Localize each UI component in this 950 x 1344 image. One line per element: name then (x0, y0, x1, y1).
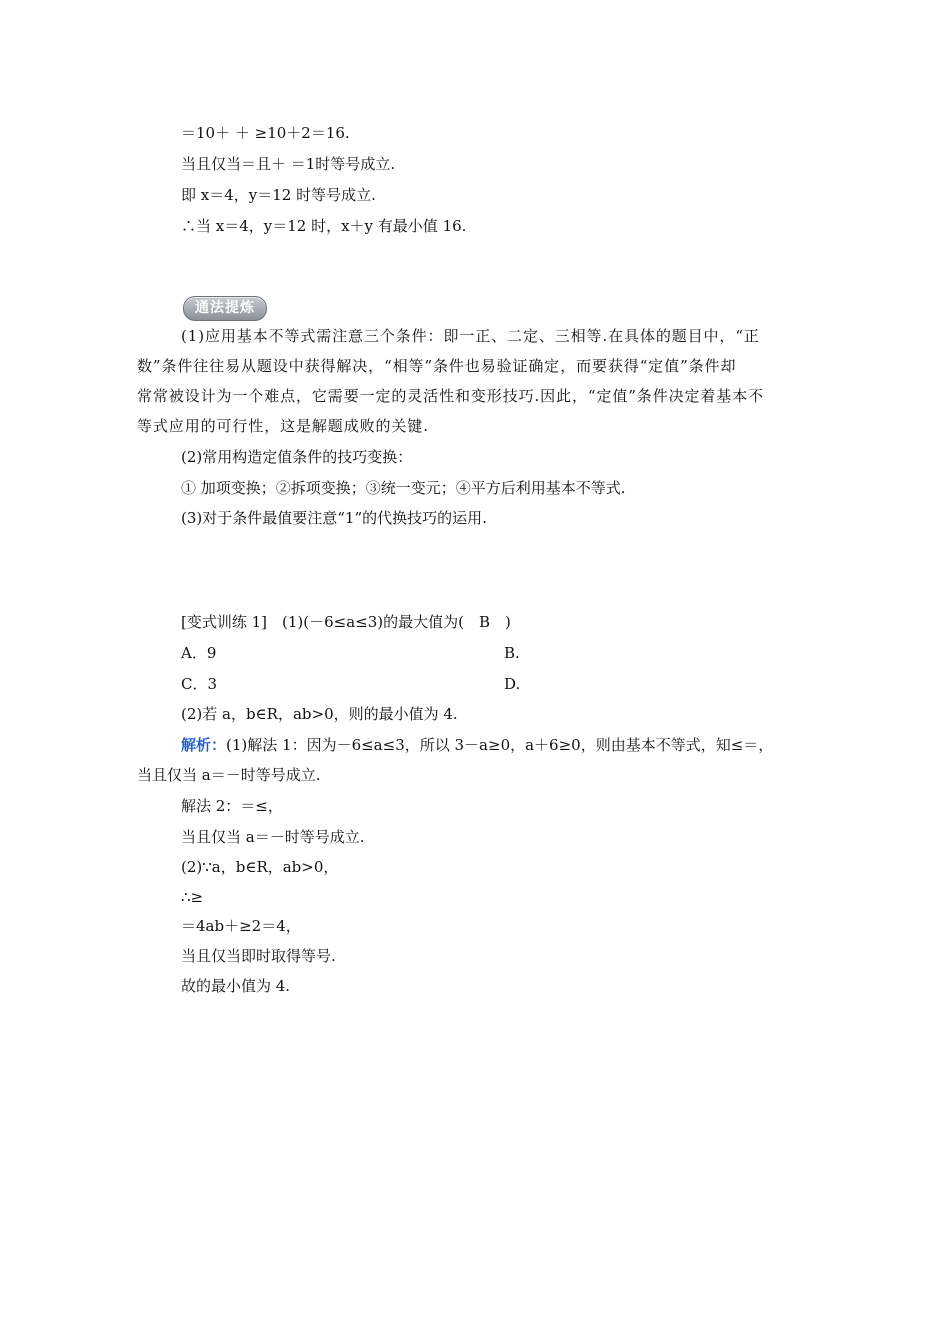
method-paragraph-3: (3)对于条件最值要注意“1”的代换技巧的运用. (181, 509, 487, 527)
proof-line-1: ＝10＋ ＋ ≥10＋2＝16. (181, 124, 350, 142)
method-paragraph-2: (2)常用构造定值条件的技巧变换： (181, 448, 413, 466)
exercise-title: [变式训练 1] (1)(－6≤a≤3)的最大值为( B ) (181, 613, 511, 631)
method-paragraph-1-line-1: (1)应用基本不等式需注意三个条件：即一正、二定、三相等.在具体的题目中，“正 (181, 327, 760, 345)
proof-line-3: 即 x＝4，y＝12 时等号成立. (181, 186, 376, 204)
method-summary-badge (183, 296, 267, 321)
solution-line-6: ∴≥ (181, 888, 204, 906)
badge-label: 通法提炼 (195, 300, 255, 316)
method-paragraph-1-line-4: 等式应用的可行性，这是解题成败的关键. (137, 417, 429, 435)
solution-line-3: 解法 2：＝≤， (181, 797, 283, 815)
solution-line-9: 故的最小值为 4. (181, 977, 291, 995)
solution-line-8: 当且仅当即时取得等号. (181, 947, 336, 965)
solution-line-2: 当且仅当 a＝－时等号成立. (137, 766, 321, 784)
solution-line-1 (181, 735, 773, 755)
option-b: B. (504, 644, 520, 662)
method-paragraph-1-line-2: 数”条件往往易从题设中获得解决，“相等”条件也易验证确定，而要获得“定值”条件却 (137, 357, 737, 375)
solution-line-4: 当且仅当 a＝－时等号成立. (181, 828, 365, 846)
solution-line-5: (2)∵a，b∈R，ab>0， (181, 858, 339, 876)
option-d: D. (504, 675, 521, 693)
solution-text-1: (1)解法 1：因为－6≤a≤3，所以 3－a≥0，a＋6≥0，则由基本不等式，知≤＝， (226, 736, 774, 754)
option-a: A．9 (181, 644, 217, 662)
proof-line-2: 当且仅当＝且＋ ＝1时等号成立. (181, 155, 396, 173)
proof-line-4: ∴当 x＝4，y＝12 时，x＋y 有最小值 16. (181, 217, 467, 235)
method-paragraph-1-line-3: 常常被设计为一个难点，它需要一定的灵活性和变形技巧.因此，“定值”条件决定着基本不 (137, 387, 765, 405)
solution-label: 解析： (181, 736, 227, 754)
option-c: C．3 (181, 675, 218, 693)
solution-line-7: ＝4ab＋≥2＝4， (181, 917, 301, 935)
method-technique-list: ① 加项变换；②拆项变换；③统一变元；④平方后利用基本不等式. (181, 479, 626, 497)
exercise-question-2: (2)若 a，b∈R，ab>0，则的最小值为 4. (181, 705, 458, 723)
